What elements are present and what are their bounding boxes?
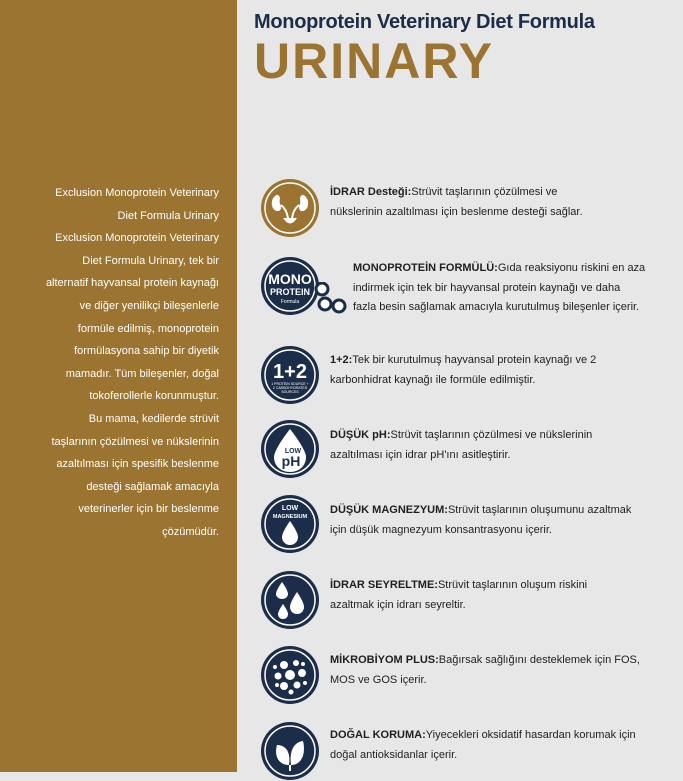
feature-line: MOS ve GOS içerir. [330, 673, 427, 686]
feature-heading: MİKROBİYOM PLUS: [330, 654, 439, 666]
icon-text-low: LOW [284, 448, 302, 455]
feature-line: indirmek için tek bir hayvansal protein kaynağı ve daha [353, 281, 621, 294]
feature-line: Strüvit taşlarının oluşumunu azaltmak [447, 504, 632, 516]
icon-text-sources: SOURCES [281, 390, 299, 394]
intro-line: Diet Formula Urinary, tek bir [82, 254, 219, 267]
page-subtitle: Monoprotein Veterinary Diet Formula [254, 11, 595, 33]
intro-line: formüle edilmiş, monoprotein [77, 322, 219, 335]
feature-line: Strüvit taşlarının çözülmesi ve [411, 186, 558, 198]
feature-line: Bağırsak sağlığını desteklemek için FOS, [438, 654, 640, 666]
water-drops-icon [260, 570, 320, 630]
feature-text [330, 576, 587, 615]
monoprotein-icon [260, 256, 320, 316]
feature-line: azaltılması için idrar pH'ını asitleştirir. [330, 448, 511, 461]
intro-line: formülasyona sahip bir diyetik [74, 345, 219, 358]
icon-text-low: LOW [281, 505, 299, 512]
icon-text-formula: Formula [280, 299, 300, 305]
feature-text [330, 183, 583, 222]
feature-text [330, 426, 592, 465]
feature-line: doğal antioksidanlar içerir. [330, 748, 458, 761]
intro-line: taşlarının çözülmesi ve nükslerinin [51, 435, 219, 448]
feature-line: Yiyecekleri oksidatif hasardan korumak için [425, 729, 636, 741]
feature-text [330, 651, 640, 690]
feature-line: karbonhidrat kaynağı ile formüle edilmiştir. [330, 373, 536, 386]
feature-line: fazla besin sağlamak amacıyla kurutulmuş bileşenler içerir. [353, 301, 640, 313]
feature-line: Gıda reaksiyonu riskini en aza [497, 262, 646, 274]
icon-text-one-plus-two: 1+2 [273, 361, 307, 383]
intro-line: Exclusion Monoprotein Veterinary [55, 187, 219, 199]
feature-line: nükslerinin azaltılması için beslenme desteği sağlar. [330, 205, 583, 218]
one-plus-two-icon [260, 345, 320, 405]
feature-heading: İDRAR SEYRELTME: [330, 579, 438, 591]
feature-heading: DÜŞÜK pH: [330, 429, 391, 441]
intro-line: alternatif hayvansal protein kaynağı [45, 277, 219, 290]
intro-line: çözümüdür. [162, 525, 219, 538]
feature-line: Tek bir kurutulmuş hayvansal protein kaynağı ve 2 [352, 354, 597, 366]
feature-line: azaltmak için idrarı seyreltir. [330, 598, 466, 611]
intro-line: azaltılması için spesifik beslenme [56, 458, 219, 471]
icon-text-carbohydrates: 2 CARBOHYDRATES [272, 386, 308, 390]
intro-line: desteği sağlamak amacıyla [86, 480, 219, 493]
feature-text [330, 351, 596, 390]
intro-line: Exclusion Monoprotein Veterinary [55, 232, 219, 245]
icon-text-ph: pH [281, 453, 301, 469]
low-ph-icon [260, 419, 320, 479]
leaf-icon [260, 721, 320, 781]
feature-heading: DÜŞÜK MAGNEZYUM: [330, 504, 448, 516]
feature-text [330, 501, 631, 540]
dots-icon [313, 282, 353, 322]
feature-heading: 1+2: [330, 354, 353, 366]
icon-text-protein-source: 1 PROTEIN SOURCE + [271, 382, 309, 386]
page-title: URINARY [254, 33, 494, 89]
feature-line: Strüvit taşlarının çözülmesi ve nükslerinin [390, 429, 593, 441]
low-magnesium-icon [260, 494, 320, 554]
feature-text [330, 726, 636, 765]
intro-text [14, 182, 219, 544]
intro-line: Bu mama, kedilerde strüvit [88, 412, 219, 425]
icon-text-magnesium: MAGNESIUM [272, 514, 308, 520]
left-panel [0, 0, 237, 772]
feature-line: Strüvit taşlarının oluşum riskini [437, 579, 588, 591]
intro-line: veterinerler için bir beslenme [78, 503, 219, 516]
intro-line: Diet Formula Urinary [117, 209, 219, 222]
feature-line: için düşük magnezyum konsantrasyonu içerir. [330, 523, 552, 536]
intro-line: tokoferollerle korunmuştur. [89, 390, 219, 403]
kidney-icon [260, 178, 320, 238]
microbiome-icon [260, 645, 320, 705]
feature-text [353, 259, 645, 318]
icon-text-protein: PROTEIN [269, 287, 311, 297]
intro-line: ve diğer yenilikçi bileşenlerle [79, 299, 219, 312]
icon-text-mono: MONO [268, 271, 312, 287]
feature-heading: DOĞAL KORUMA: [330, 729, 426, 741]
feature-heading: MONOPROTEİN FORMÜLÜ: [353, 262, 498, 274]
intro-line: mamadır. Tüm bileşenler, doğal [65, 367, 219, 380]
feature-heading: İDRAR Desteği: [330, 186, 412, 198]
